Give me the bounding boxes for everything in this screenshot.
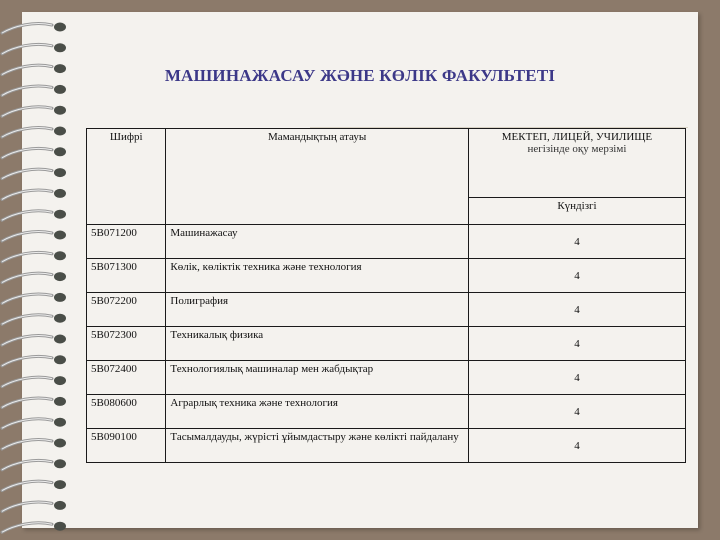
specialties-table xyxy=(86,128,686,463)
table-row xyxy=(87,259,686,293)
ring-icon xyxy=(2,127,66,138)
ring-icon xyxy=(2,376,66,387)
row-code: 5В071200 xyxy=(87,225,166,259)
ring-icon xyxy=(2,106,66,117)
row-years: 4 xyxy=(468,361,685,395)
table-row xyxy=(87,293,686,327)
row-name: Полиграфия xyxy=(166,293,469,327)
table-header-row xyxy=(87,129,686,198)
ring-icon xyxy=(2,85,66,96)
table-body xyxy=(87,225,686,463)
ring-icon xyxy=(2,355,66,366)
header-full-time: Күндізгі xyxy=(468,198,685,225)
row-code: 5В072400 xyxy=(87,361,166,395)
ring-icon xyxy=(2,480,66,491)
ring-icon xyxy=(2,439,66,450)
row-code: 5В072300 xyxy=(87,327,166,361)
header-school-line2: негізінде оқу мерзімі xyxy=(527,143,627,155)
header-name xyxy=(166,129,469,225)
table-row xyxy=(87,395,686,429)
header-name-label: Мамандықтың атауы xyxy=(268,131,367,143)
row-name: Техникалық физика xyxy=(166,327,469,361)
header-code xyxy=(87,129,166,225)
row-years: 4 xyxy=(468,429,685,463)
header-code-label: Шифрі xyxy=(109,131,143,143)
header-school-line1: МЕКТЕП, ЛИЦЕЙ, УЧИЛИЩЕ xyxy=(501,131,653,143)
row-years: 4 xyxy=(468,225,685,259)
ring-icon xyxy=(2,210,66,221)
ring-icon xyxy=(2,231,66,242)
ring-icon xyxy=(2,397,66,408)
row-years: 4 xyxy=(468,293,685,327)
ring-icon xyxy=(2,251,66,261)
row-name: Машинажасау xyxy=(166,225,469,259)
row-years: 4 xyxy=(468,259,685,293)
header-school xyxy=(468,129,685,198)
ring-icon xyxy=(2,272,66,283)
row-years: 4 xyxy=(468,327,685,361)
row-code: 5В080600 xyxy=(87,395,166,429)
row-code: 5В072200 xyxy=(87,293,166,327)
ring-icon xyxy=(2,501,66,512)
row-name: Тасымалдауды, жүрісті ұйымдастыру және көлікті пайдалану xyxy=(166,429,469,463)
ring-icon xyxy=(2,522,66,533)
ring-icon xyxy=(2,43,66,54)
row-name: Аграрлық техника және технология xyxy=(166,395,469,429)
ring-icon xyxy=(2,418,66,429)
table-row xyxy=(87,327,686,361)
ring-icon xyxy=(2,23,66,34)
ring-icon xyxy=(2,314,66,325)
page-title: МАШИНАЖАСАУ ЖӘНЕ КӨЛІК ФАКУЛЬТЕТІ xyxy=(164,66,556,85)
table-row xyxy=(87,361,686,395)
ring-icon xyxy=(2,147,66,158)
row-years: 4 xyxy=(468,395,685,429)
table-row xyxy=(87,429,686,463)
ring-icon xyxy=(2,293,66,304)
row-code: 5В071300 xyxy=(87,259,166,293)
ring-icon xyxy=(2,335,66,346)
table-row xyxy=(87,225,686,259)
row-name: Технологиялық машиналар мен жабдықтар xyxy=(166,361,469,395)
row-code: 5В090100 xyxy=(87,429,166,463)
row-name: Көлік, көліктік техника және технология xyxy=(166,259,469,293)
ring-icon xyxy=(2,168,66,179)
ring-icon xyxy=(2,459,66,470)
ring-icon xyxy=(2,189,66,200)
